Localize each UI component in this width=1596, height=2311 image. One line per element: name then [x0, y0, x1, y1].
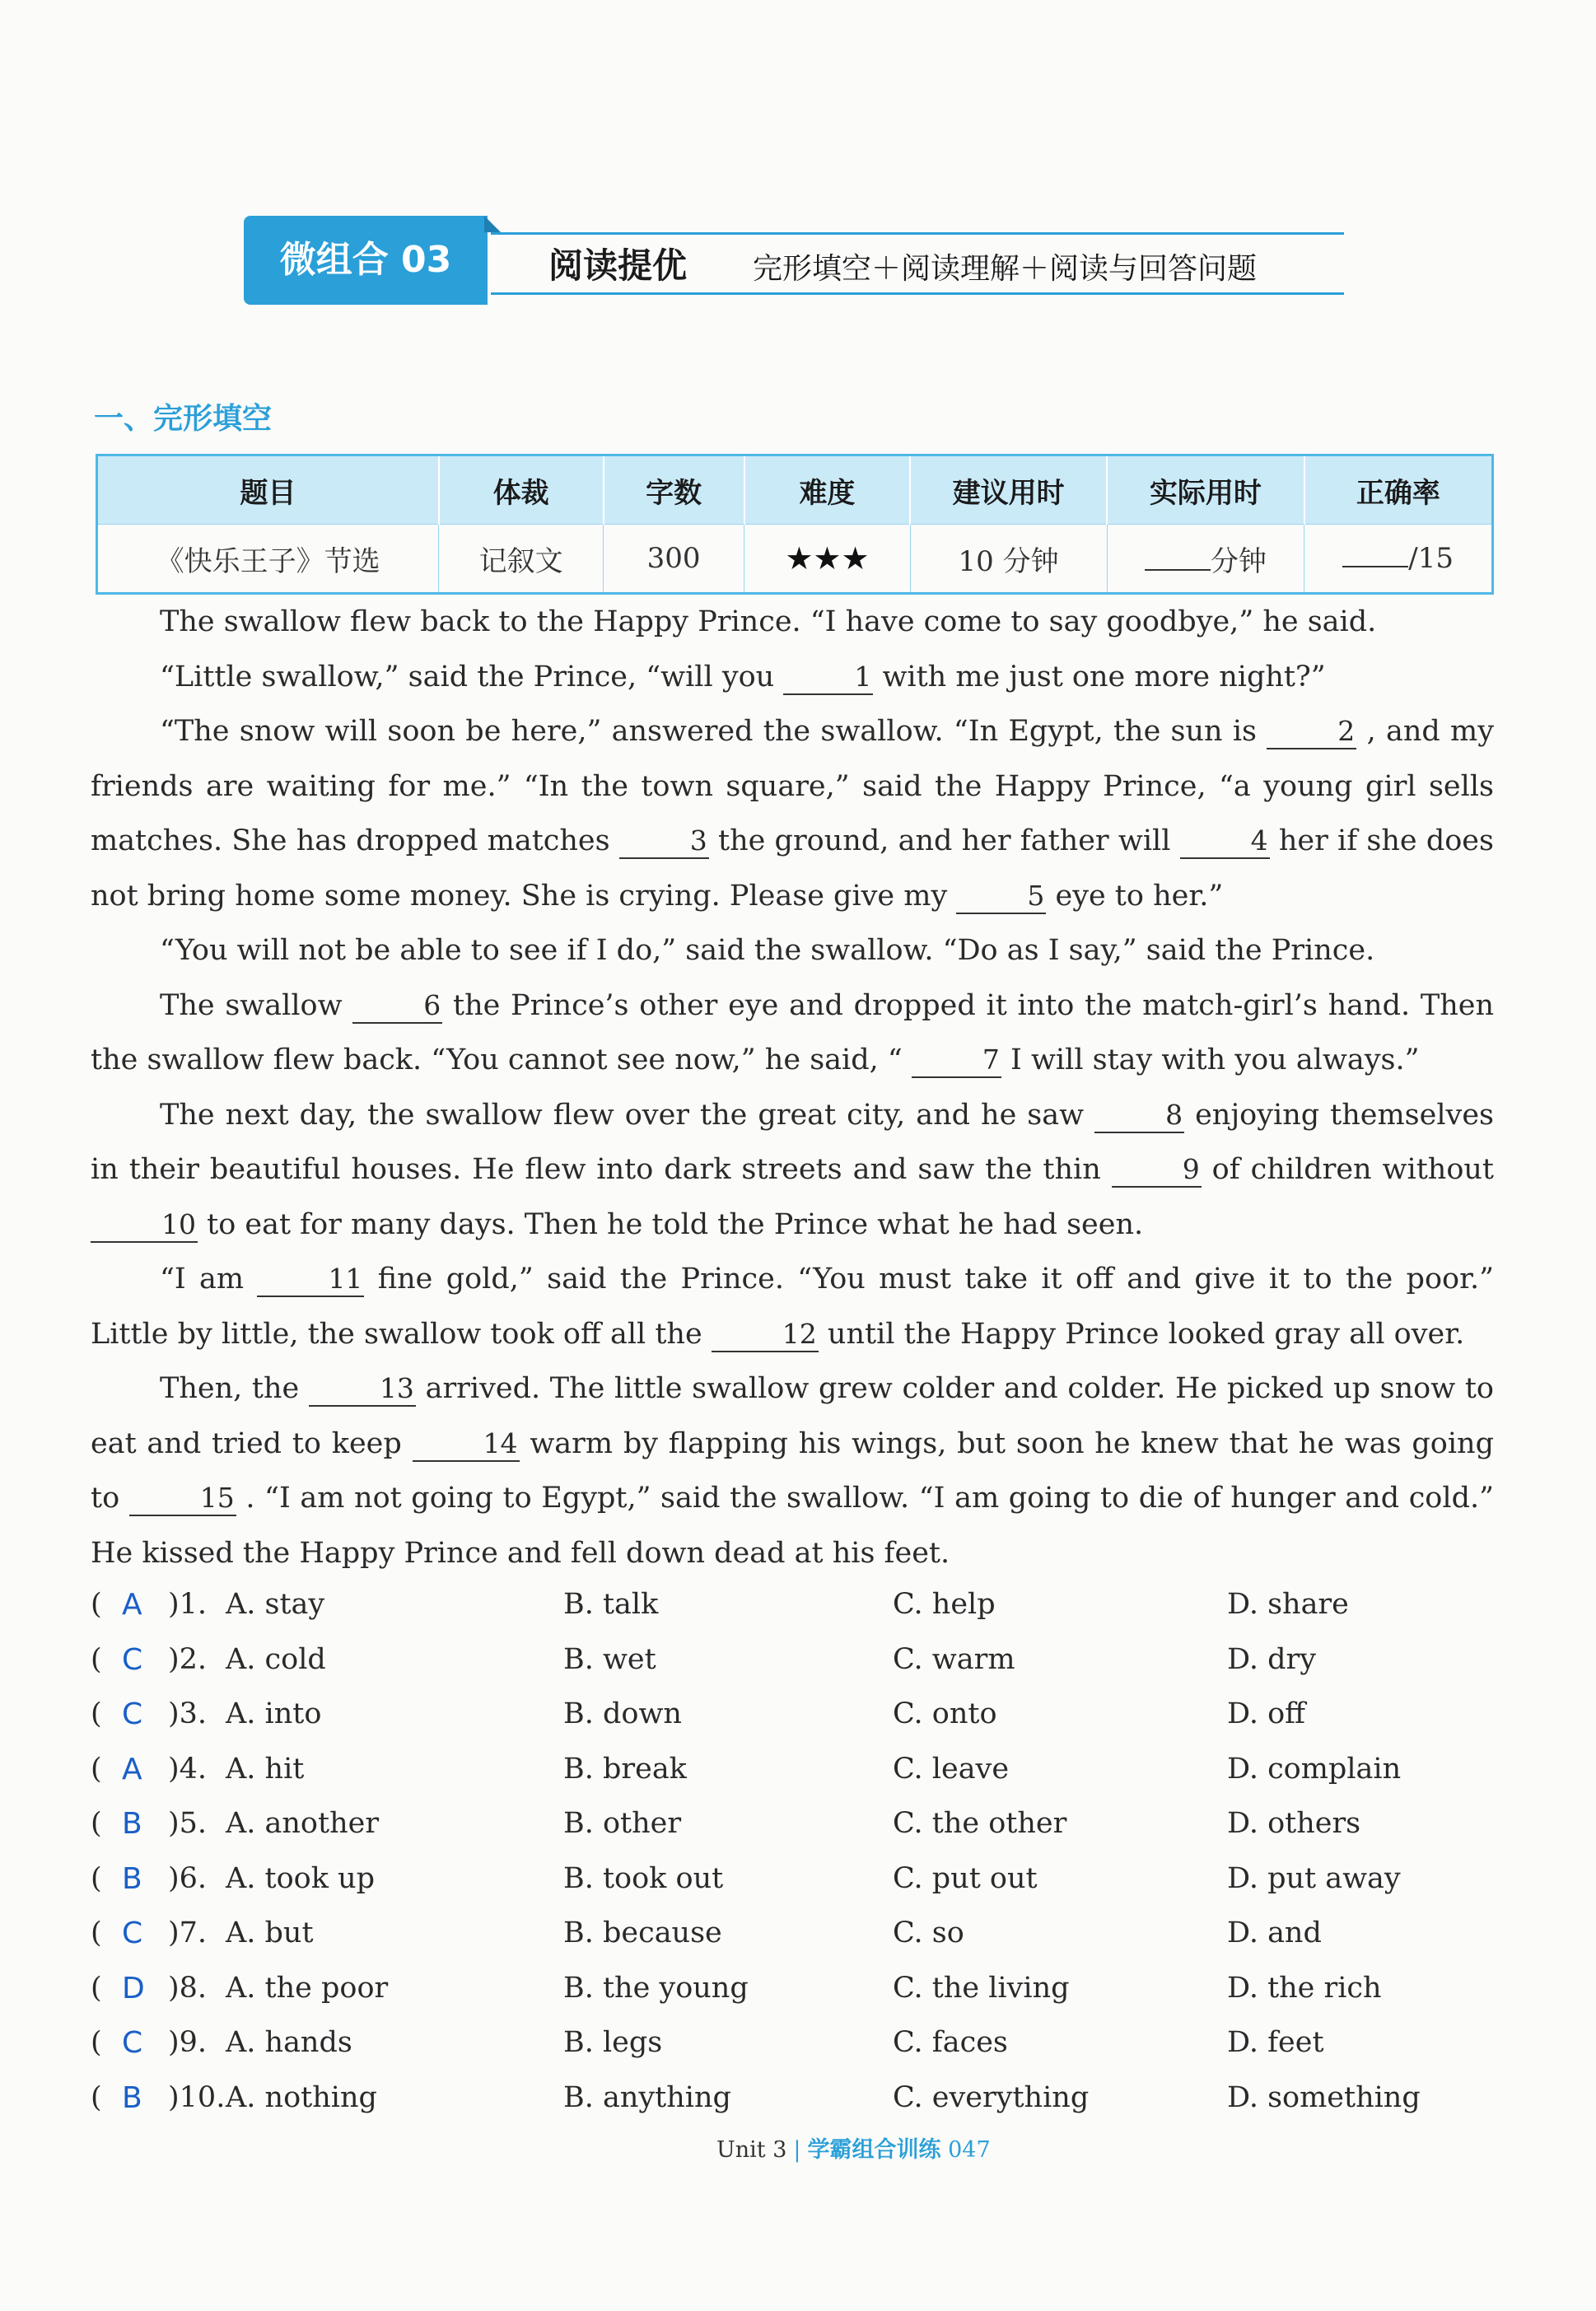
option-b[interactable]: B. other [563, 1807, 682, 1840]
answer-mark[interactable]: C [122, 1916, 143, 1950]
option-a[interactable]: A. stay [226, 1588, 325, 1621]
blank-7[interactable]: 7 [912, 1043, 1001, 1078]
answer-mark[interactable]: C [122, 1642, 143, 1677]
option-b[interactable]: B. legs [563, 2026, 663, 2059]
info-difficulty [744, 525, 910, 594]
info-header-difficulty: 难度 [744, 455, 910, 525]
info-header-topic: 题目 [97, 455, 439, 525]
blank-9[interactable]: 9 [1112, 1153, 1202, 1188]
option-d[interactable]: D. share [1227, 1588, 1349, 1621]
info-header-suggested: 建议用时 [910, 455, 1107, 525]
header-rule-bottom [491, 292, 1344, 295]
paren: ( [91, 1752, 102, 1786]
passage-text: The next day, the swallow flew over the great city, and he saw [160, 1098, 1095, 1132]
passage-paragraph [91, 704, 1494, 923]
option-b[interactable]: B. took out [563, 1861, 724, 1895]
info-accuracy[interactable] [1304, 525, 1493, 594]
paren: ( [91, 1971, 102, 2005]
question-options [91, 1581, 1507, 2129]
blank-4[interactable]: 4 [1180, 824, 1270, 859]
option-b[interactable]: B. anything [563, 2080, 731, 2114]
answer-mark[interactable]: C [122, 2026, 143, 2060]
question-number: )6. [168, 1861, 208, 1895]
question-row [91, 1856, 1507, 1911]
actual-time-unit: 分钟 [1210, 544, 1267, 578]
passage-text: with me just one more night?” [873, 660, 1326, 693]
option-c[interactable]: C. the other [893, 1807, 1067, 1840]
option-c[interactable]: C. help [893, 1588, 996, 1621]
header-badge-fold [484, 216, 501, 232]
answer-mark[interactable]: A [122, 1588, 142, 1622]
question-row [91, 1581, 1507, 1636]
option-d[interactable]: D. and [1227, 1916, 1322, 1949]
answer-mark[interactable]: D [122, 1971, 145, 2005]
passage-text: to eat for many days. Then he told the Prince what he had seen. [198, 1207, 1144, 1241]
passage-text: “Little swallow,” said the Prince, “will you [160, 660, 784, 693]
paren: ( [91, 1861, 102, 1895]
paren: ( [91, 1697, 102, 1730]
blank-3[interactable]: 3 [619, 824, 709, 859]
info-table [96, 454, 1494, 595]
blank-5[interactable]: 5 [956, 880, 1046, 914]
actual-time-blank[interactable] [1145, 546, 1211, 571]
option-c[interactable]: C. warm [893, 1642, 1015, 1676]
option-a[interactable]: A. the poor [226, 1971, 389, 2005]
info-topic: 《快乐王子》节选 [97, 525, 439, 594]
blank-8[interactable]: 8 [1094, 1099, 1184, 1133]
option-c[interactable]: C. so [893, 1916, 964, 1949]
header-title: 阅读提优 [548, 245, 688, 286]
footer-brand: 学霸组合训练 [807, 2137, 941, 2163]
question-row [91, 2075, 1507, 2130]
passage-text: I will stay with you always.” [1001, 1043, 1420, 1076]
paren: ( [91, 2080, 102, 2114]
option-a[interactable]: A. nothing [226, 2080, 377, 2114]
question-number: )1. [168, 1588, 208, 1621]
blank-11[interactable]: 11 [257, 1263, 364, 1297]
passage-text: The swallow flew back to the Happy Prince. “I have come to say goodbye,” he said. [160, 605, 1377, 638]
info-header-actual: 实际用时 [1107, 455, 1304, 525]
passage-text: The swallow [160, 988, 353, 1022]
passage-text: the ground, and her father will [708, 824, 1180, 857]
option-b[interactable]: B. wet [563, 1642, 656, 1676]
answer-mark[interactable]: A [122, 1752, 142, 1786]
paren: ( [91, 1588, 102, 1621]
answer-mark[interactable]: B [122, 1807, 142, 1841]
question-number: )3. [168, 1697, 208, 1730]
cloze-passage [91, 595, 1494, 1580]
option-d[interactable]: D. the rich [1227, 1971, 1382, 2005]
info-header-genre: 体裁 [439, 455, 604, 525]
difficulty-stars: ★★★ [785, 540, 870, 577]
passage-text: of children without [1201, 1153, 1494, 1186]
passage-paragraph [91, 650, 1494, 705]
option-b[interactable]: B. down [563, 1697, 682, 1730]
question-number: )4. [168, 1752, 208, 1786]
question-row [91, 2019, 1507, 2075]
passage-text: . “I am not going to Egypt,” said the swallow. “I am going to die of hunger and cold.” He kissed the Happy Prince and fell down dead at his feet. [91, 1482, 1494, 1570]
option-d[interactable]: D. complain [1227, 1752, 1402, 1786]
option-a[interactable]: A. took up [226, 1861, 376, 1895]
option-a[interactable]: A. cold [226, 1642, 326, 1676]
info-genre: 记叙文 [439, 525, 604, 594]
option-b[interactable]: B. because [563, 1916, 722, 1949]
passage-text: “I am [160, 1263, 258, 1296]
option-d[interactable]: D. dry [1227, 1642, 1316, 1676]
question-number: )8. [168, 1971, 208, 2005]
question-row [91, 1800, 1507, 1856]
option-a[interactable]: A. another [226, 1807, 380, 1840]
option-c[interactable]: C. faces [893, 2026, 1008, 2059]
answer-mark[interactable]: C [122, 1697, 143, 1731]
passage-text: warm by flapping his wings, but soon he knew that he was going to [91, 1426, 1494, 1515]
option-d[interactable]: D. something [1227, 2080, 1421, 2114]
question-row [91, 1636, 1507, 1692]
blank-6[interactable]: 6 [352, 989, 442, 1024]
answer-mark[interactable]: B [122, 2080, 142, 2115]
option-c[interactable]: C. put out [893, 1861, 1038, 1895]
option-a[interactable]: A. hands [226, 2026, 352, 2059]
blank-13[interactable]: 13 [309, 1372, 416, 1407]
section-title: 一、完形填空 [94, 402, 273, 436]
option-c[interactable]: C. leave [893, 1752, 1010, 1786]
passage-text: Then, the [160, 1372, 309, 1405]
paren: ( [91, 1642, 102, 1676]
option-b[interactable]: B. break [563, 1752, 687, 1786]
option-a[interactable]: A. into [226, 1697, 322, 1730]
passage-paragraph [91, 923, 1494, 978]
header-rule-top [491, 232, 1344, 235]
question-row [91, 1691, 1507, 1746]
passage-paragraph [91, 978, 1494, 1088]
paren: ( [91, 1916, 102, 1949]
question-row [91, 1910, 1507, 1965]
accuracy-blank[interactable] [1342, 543, 1408, 567]
blank-2[interactable]: 2 [1267, 715, 1356, 749]
page-footer [716, 2131, 991, 2164]
question-number: )2. [168, 1642, 208, 1676]
passage-paragraph [91, 1088, 1494, 1253]
passage-text: “The snow will soon be here,” answered the swallow. “In Egypt, the sun is [160, 715, 1267, 748]
passage-text: , and my friends are waiting for me.” “In the town square,” said the Happy Prince, “a young girl sells matches. She has dropped matches [91, 715, 1495, 857]
question-number: )10. [168, 2080, 226, 2114]
info-header-words: 字数 [604, 455, 744, 525]
passage-paragraph [91, 595, 1494, 650]
question-row [91, 1746, 1507, 1801]
info-table-header-row [97, 455, 1493, 525]
footer-unit: Unit 3 [716, 2137, 787, 2163]
blank-10[interactable]: 10 [91, 1208, 198, 1243]
passage-paragraph [91, 1252, 1494, 1361]
option-d[interactable]: D. feet [1227, 2026, 1324, 2059]
info-suggested: 10 分钟 [910, 525, 1107, 594]
header-badge: 微组合 03 [244, 216, 488, 305]
passage-text: until the Happy Prince looked gray all over. [818, 1317, 1465, 1351]
option-b[interactable]: B. talk [563, 1588, 659, 1621]
info-words: 300 [604, 525, 744, 594]
question-number: )5. [168, 1807, 208, 1840]
passage-text: eye to her.” [1046, 879, 1224, 913]
option-c[interactable]: C. onto [893, 1697, 997, 1730]
option-c[interactable]: C. the living [893, 1971, 1070, 2005]
option-c[interactable]: C. everything [893, 2080, 1090, 2114]
option-d[interactable]: D. put away [1227, 1861, 1401, 1895]
option-d[interactable]: D. others [1227, 1807, 1361, 1840]
question-number: )9. [168, 2026, 208, 2059]
answer-mark[interactable]: B [122, 1861, 142, 1896]
footer-separator: | [793, 2137, 801, 2163]
question-number: )7. [168, 1916, 208, 1949]
passage-text: enjoying themselves in their beautiful houses. He flew into dark streets and saw the thin [91, 1098, 1494, 1186]
info-header-accuracy: 正确率 [1304, 455, 1493, 525]
page-number: 047 [948, 2137, 991, 2163]
option-b[interactable]: B. the young [563, 1971, 749, 2005]
passage-text: fine gold,” said the Prince. “You must take it off and give it to the poor.” Little by little, the swallow took off all the [91, 1263, 1494, 1351]
passage-text: the Prince’s other eye and dropped it into the match-girl’s hand. Then the swallow flew back. “You cannot see now,” he said, “ [91, 988, 1494, 1076]
option-a[interactable]: A. hit [226, 1752, 305, 1786]
blank-12[interactable]: 12 [712, 1318, 819, 1352]
info-actual[interactable] [1107, 525, 1304, 594]
option-d[interactable]: D. off [1227, 1697, 1306, 1730]
blank-14[interactable]: 14 [413, 1427, 520, 1462]
blank-1[interactable]: 1 [783, 661, 873, 695]
passage-text: her if she does not bring home some money. She is crying. Please give my [91, 824, 1494, 913]
paren: ( [91, 2026, 102, 2059]
header-subtitle: 完形填空＋阅读理解＋阅读与回答问题 [753, 252, 1258, 286]
passage-text: arrived. The little swallow grew colder and colder. He picked up snow to eat and tried to keep [91, 1372, 1495, 1460]
info-table-row [97, 525, 1493, 594]
blank-15[interactable]: 15 [129, 1482, 236, 1516]
paren: ( [91, 1807, 102, 1840]
question-row [91, 1965, 1507, 2020]
passage-text: “You will not be able to see if I do,” said the swallow. “Do as I say,” said the Prince. [160, 934, 1375, 967]
option-a[interactable]: A. but [226, 1916, 314, 1949]
passage-paragraph [91, 1361, 1494, 1580]
accuracy-total: /15 [1408, 542, 1454, 575]
